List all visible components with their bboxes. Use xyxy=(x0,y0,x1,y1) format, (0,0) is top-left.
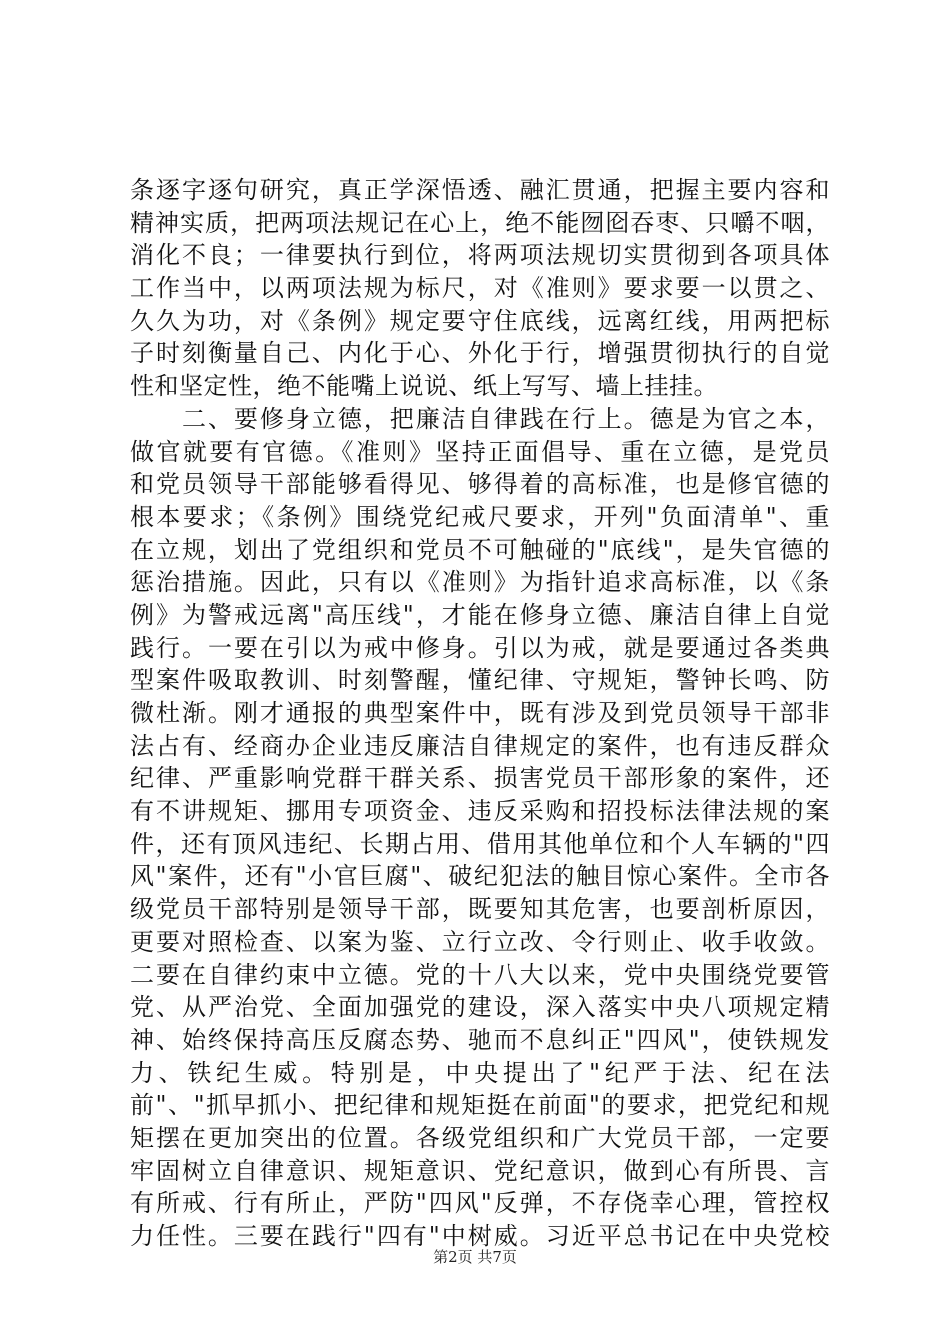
text-line: 精神实质，把两项法规记在心上，绝不能囫囵吞枣、只嚼不咽， xyxy=(130,208,830,237)
text-line: 和党员领导干部能够看得见、够得着的高标准，也是修官德的 xyxy=(130,470,830,499)
text-line: 久久为功，对《条例》规定要守住底线，远离红线，用两把标 xyxy=(130,306,830,335)
text-line: 消化不良；一律要执行到位，将两项法规切实贯彻到各项具体 xyxy=(130,241,830,270)
text-line: 工作当中，以两项法规为标尺，对《准则》要求要一以贯之、 xyxy=(130,274,830,303)
text-line: 子时刻衡量自己、内化于心、外化于行，增强贯彻执行的自觉 xyxy=(130,339,830,368)
text-line: 风"案件，还有"小官巨腐"、破纪犯法的触目惊心案件。全市各 xyxy=(130,862,830,891)
text-line: 根本要求；《条例》围绕党纪戒尺要求，开列"负面清单"、重 xyxy=(130,502,830,531)
text-line: 件，还有顶风违纪、长期占用、借用其他单位和个人车辆的"四 xyxy=(130,829,830,858)
text-line: 例》为警戒远离"高压线"，才能在修身立德、廉洁自律上自觉 xyxy=(130,600,830,629)
text-line: 前"、"抓早抓小、把纪律和规矩挺在前面"的要求，把党纪和规 xyxy=(130,1091,830,1120)
text-line: 牢固树立自律意识、规矩意识、党纪意识，做到心有所畏、言 xyxy=(130,1156,830,1185)
text-line: 力任性。三要在践行"四有"中树威。习近平总书记在中央党校 xyxy=(130,1222,830,1250)
text-line: 条逐字逐句研究，真正学深悟透、融汇贯通，把握主要内容和 xyxy=(130,176,830,204)
text-line: 惩治措施。因此，只有以《准则》为指针追求高标准，以《条 xyxy=(130,568,830,597)
text-line: 级党员干部特别是领导干部，既要知其危害，也要剖析原因， xyxy=(130,895,830,924)
text-line: 践行。一要在引以为戒中修身。引以为戒，就是要通过各类典 xyxy=(130,633,830,662)
page-number-footer: 第2页 共7页 xyxy=(433,1248,517,1266)
text-line: 型案件吸取教训、时刻警醒，懂纪律、守规矩，警钟长鸣、防 xyxy=(130,666,830,695)
text-line: 有不讲规矩、挪用专项资金、违反采购和招投标法律法规的案 xyxy=(130,797,830,826)
text-line: 微杜渐。刚才通报的典型案件中，既有涉及到党员领导干部非 xyxy=(130,699,830,727)
text-line: 矩摆在更加突出的位置。各级党组织和广大党员干部，一定要 xyxy=(130,1123,830,1152)
text-line: 力、铁纪生威。特别是，中央提出了"纪严于法、纪在法 xyxy=(130,1058,830,1087)
text-line: 做官就要有官德。《准则》坚持正面倡导、重在立德，是党员 xyxy=(130,437,830,466)
text-line: 神、始终保持高压反腐态势、驰而不息纠正"四风"，使铁规发 xyxy=(130,1025,830,1054)
text-line: 有所戒、行有所止，严防"四风"反弹，不存侥幸心理，管控权 xyxy=(130,1189,830,1218)
text-line: 更要对照检查、以案为鉴、立行立改、令行则止、收手收敛。 xyxy=(130,927,830,956)
body-text xyxy=(130,174,830,1253)
text-line: 纪律、严重影响党群干群关系、损害党员干部形象的案件，还 xyxy=(130,764,830,793)
text-line: 党、从严治党、全面加强党的建设，深入落实中央八项规定精 xyxy=(130,993,830,1022)
text-line: 二、要修身立德，把廉洁自律践在行上。德是为官之本， xyxy=(130,404,830,433)
text-line: 法占有、经商办企业违反廉洁自律规定的案件，也有违反群众 xyxy=(130,731,830,760)
text-line: 在立规，划出了党组织和党员不可触碰的"底线"，是失官德的 xyxy=(130,535,830,564)
text-line: 二要在自律约束中立德。党的十八大以来，党中央围绕党要管 xyxy=(130,960,830,989)
text-line: 性和坚定性，绝不能嘴上说说、纸上写写、墙上挂挂。 xyxy=(130,372,718,401)
